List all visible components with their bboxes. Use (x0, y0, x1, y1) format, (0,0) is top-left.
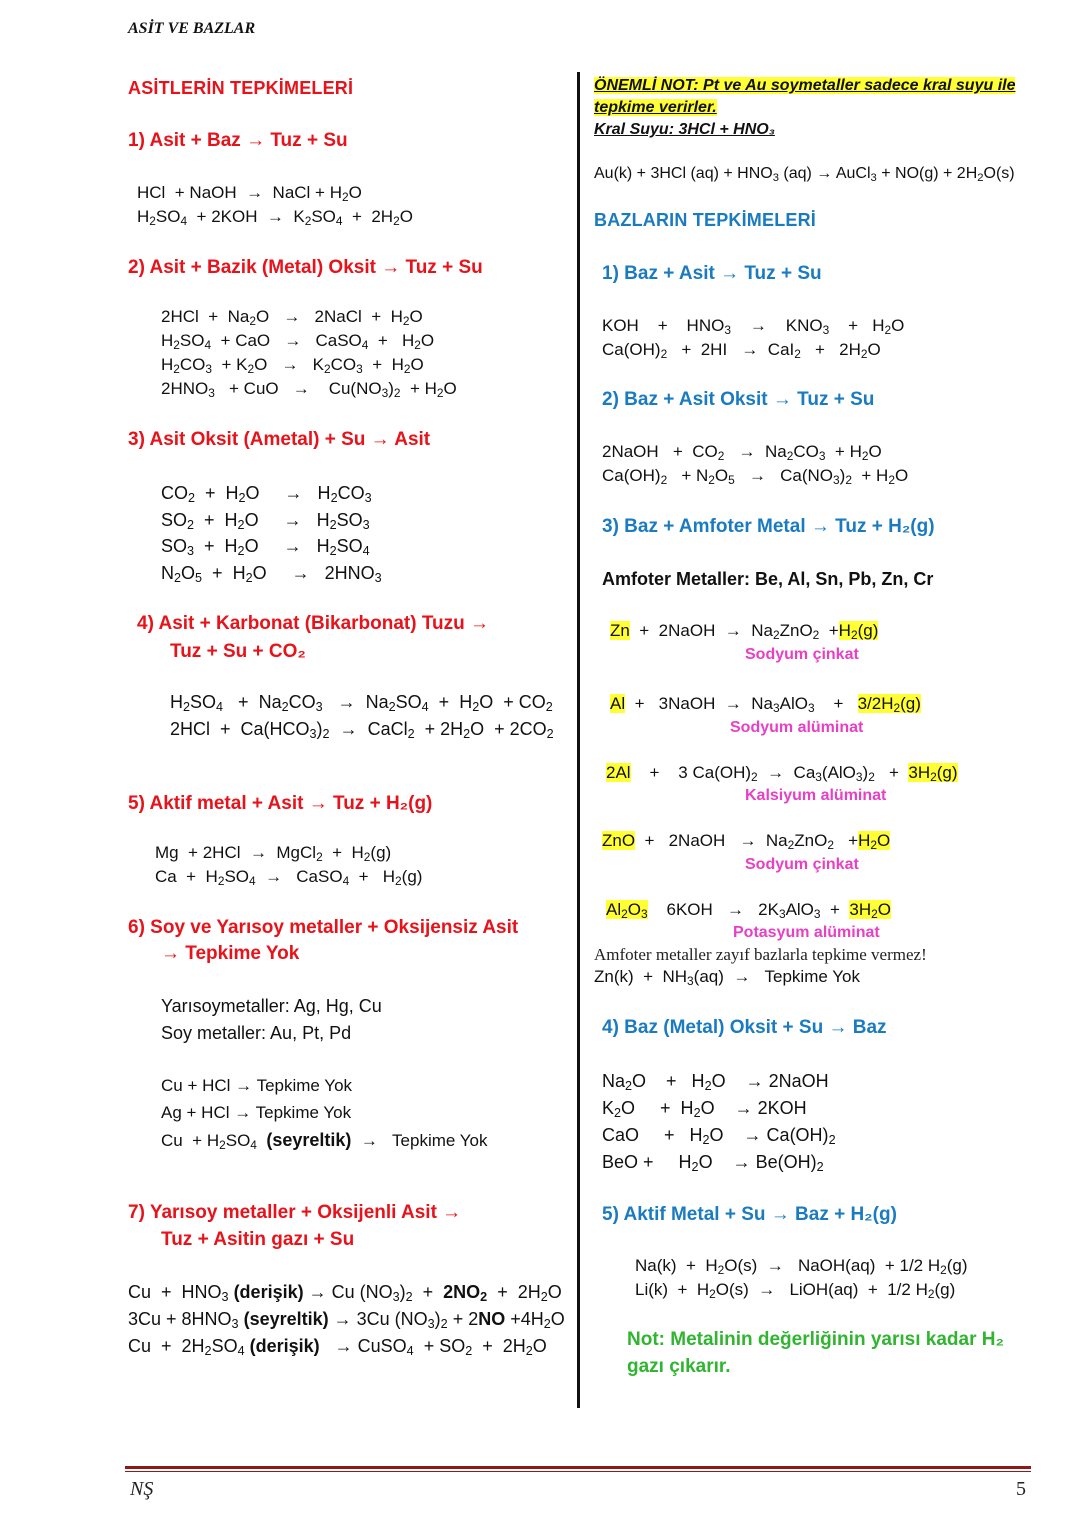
base-section-1-heading: 1) Baz + Asit → Tuz + Su (602, 263, 822, 284)
base-section-5-heading: 5) Aktif Metal + Su → Baz + H₂(g) (602, 1204, 897, 1225)
equation: $Ca + H_2SO_4$ → CaSO$_4$ + $H_2(g)$ (155, 867, 423, 888)
page-number: 5 (1016, 1478, 1026, 1500)
valence-note: Not: Metalinin değerliğinin yarısı kadar H₂ (627, 1329, 1004, 1350)
dilute-label: (seyreltik) (266, 1130, 352, 1150)
section-6-heading-cont: → Tepkime Yok (161, 943, 300, 964)
running-header: ASİT VE BAZLAR (128, 20, 256, 37)
equation: 2NaOH + $CO_2 \to Na_2CO_3 + H_2O$ (602, 442, 882, 463)
author-signature: NŞ (130, 1478, 154, 1500)
equation: ZnO + 2NaOH → $Na_2ZnO_2 +H_2O$ (602, 831, 891, 852)
equation: $Ca(OH)_2 + 2HI \to CaI_2 + 2H_2O$ (602, 340, 881, 361)
section-1-heading: 1) Asit + Baz → Tuz + Su (128, 130, 348, 151)
concentrated-label: (derişik) (233, 1282, 304, 1302)
equation: Al + 3NaOH → $Na_3AlO_3$ + $3/2H_2(g)$ (610, 694, 921, 715)
semi-noble-metals: Yarısoymetaller: Ag, Hg, Cu (161, 996, 382, 1016)
equation: $H_2SO_4$ + CaO → CaSO$_4$ + $H_2O$ (161, 331, 435, 352)
product-name: Potasyum alüminat (733, 924, 880, 941)
equation: $SO_3 + H_2O$ → $H_2SO_4$ (161, 536, 370, 559)
equation: $Na(k) + H_2O(s)$ → NaOH(aq) + 1/2 $H_2(g)$ (635, 1256, 968, 1277)
equation: Au(k) + 3HCl $(aq) + HNO_3$ (aq) → AuCl$_3$ + $NO(g) + 2H_2O(s)$ (594, 165, 1015, 184)
equation: Ag + HCl → Tepkime Yok (161, 1103, 352, 1122)
section-4-heading-cont: Tuz + Su + CO₂ (170, 641, 306, 662)
important-note (594, 99, 717, 117)
concentrated-label: (derişik) (249, 1336, 320, 1356)
product-name: Sodyum çinkat (745, 856, 859, 873)
noble-metals: Soy metaller: Au, Pt, Pd (161, 1023, 352, 1043)
equation: $SO_2 + H_2O$ → $H_2SO_3$ (161, 510, 370, 533)
equation: $Ca(OH)_2 + N_2O_5 \to Ca(NO_3)_2 + H_2O$ (602, 466, 909, 487)
equation: Mg + 2HCl → MgCl$_2$ + $H_2(g)$ (155, 843, 392, 864)
section-3-heading: 3) Asit Oksit (Ametal) + Su → Asit (128, 429, 431, 450)
equation: $H_2CO_3 + K_2O \to K_2CO_3 + H_2O$ (161, 355, 424, 376)
amphoteric-weak-base-note: Amfoter metaller zayıf bazlarla tepkime vermez! (594, 945, 927, 964)
footer-rule (125, 1466, 1031, 1469)
important-note (594, 77, 1015, 95)
section-6-heading: 6) Soy ve Yarısoy metaller + Oksijensiz Asit (128, 917, 519, 938)
section-4-heading: 4) Asit + Karbonat (Bikarbonat) Tuzu → (137, 613, 490, 634)
equation: $Zn(k) + NH_3(aq)$ → Tepkime Yok (594, 967, 860, 988)
equation: $Cu + 2H_2SO_4$ (derişik) → CuSO$_4$ + $SO_2 + 2H_2O$ (128, 1336, 547, 1359)
equation: $2HCl + Na_2O$ → 2NaCl + $H_2O$ (161, 307, 423, 328)
equation: $CO_2 + H_2O$ → $H_2CO_3$ (161, 483, 372, 506)
section-2-heading: 2) Asit + Bazik (Metal) Oksit → Tuz + Su (128, 257, 483, 278)
product-name: Sodyum çinkat (745, 646, 859, 663)
equation: $N_2O_5 + H_2O$ → $2HNO_3$ (161, 563, 382, 586)
equation: $H_2SO_4 + 2KOH \to K_2SO_4 + 2H_2O$ (137, 207, 413, 228)
column-divider (577, 72, 580, 1408)
base-reactions-title: BAZLARIN TEPKİMELERİ (594, 210, 816, 230)
equation: Zn + 2NaOH → $Na_2ZnO_2 +H_2(g)$ (610, 621, 879, 642)
equation: HCl + NaOH → NaCl + $H_2O$ (137, 183, 362, 204)
dilute-label: (seyreltik) (243, 1309, 329, 1329)
equation: $2HCl + Ca(HCO_3)_2$ → CaCl$_2$ + $2H_2O + 2CO_2$ (170, 719, 554, 742)
base-section-3-heading: 3) Baz + Amfoter Metal → Tuz + H₂(g) (602, 516, 935, 537)
equation: 2Al + 3 $Ca(OH)_2 \to Ca_3(AlO_3)_2 + 3H_2(g)$ (606, 763, 958, 784)
base-section-2-heading: 2) Baz + Asit Oksit → Tuz + Su (602, 389, 875, 410)
aqua-regia-note (594, 121, 775, 139)
equation: $K_2O$ + $H_2O$ → 2KOH (602, 1098, 807, 1121)
equation: KOH + $HNO_3$ → $KNO_3$ + $H_2O$ (602, 316, 905, 337)
equation: CaO + $H_2O$ → $Ca(OH)_2$ (602, 1125, 836, 1148)
footer-rule-thin (125, 1471, 1031, 1472)
base-section-4-heading: 4) Baz (Metal) Oksit + Su → Baz (602, 1017, 887, 1038)
equation: $Cu + HNO_3$ (derişik) → Cu $(NO_3)_2 + 2NO_2 + 2H_2O$ (128, 1282, 562, 1305)
important-note-line1: ÖNEMLİ NOT: Pt ve Au soymetaller sadece kral suyu ile (594, 77, 1016, 94)
equation: $3Cu + 8HNO_3$ (seyreltik) → 3Cu $(NO_3)_2 + 2NO +4H_2O$ (128, 1309, 565, 1332)
valence-note-cont: gazı çıkarır. (627, 1356, 731, 1377)
section-7-heading: 7) Yarısoy metaller + Oksijenli Asit → (128, 1202, 462, 1223)
equation: BeO + $H_2O$ → $Be(OH)_2$ (602, 1152, 824, 1175)
section-5-heading: 5) Aktif metal + Asit → Tuz + H₂(g) (128, 793, 433, 814)
product-name: Sodyum alüminat (730, 719, 864, 736)
section-7-heading-cont: Tuz + Asitin gazı + Su (161, 1229, 355, 1250)
aqua-regia-text: Kral Suyu: 3HCl + HNO₃ (594, 121, 775, 138)
acid-reactions-title: ASİTLERİN TEPKİMELERİ (128, 78, 354, 98)
equation: $Cu + H_2SO_4$ (seyreltik) → Tepkime Yok (161, 1130, 488, 1152)
equation: $Li(k) + H_2O(s)$ → LiOH(aq) + 1/2 $H_2(g)$ (635, 1280, 956, 1301)
product-name: Kalsiyum alüminat (745, 787, 887, 804)
amphoteric-metals-list: Amfoter Metaller: Be, Al, Sn, Pb, Zn, Cr (602, 569, 934, 589)
equation: $H_2SO_4 + Na_2CO_3 \to Na_2SO_4 + H_2O + CO_2$ (170, 692, 553, 715)
equation: $Al_2O_3$ $6KOH \to 2K_3AlO_3 + 3H_2O$ (606, 900, 891, 921)
equation: $Na_2O$ + $H_2O$ → 2NaOH (602, 1071, 829, 1094)
equation: $2HNO_3$ + CuO → $Cu(NO_3)_2 + H_2O$ (161, 379, 457, 400)
equation: Cu + HCl → Tepkime Yok (161, 1076, 353, 1095)
important-note-line2: tepkime verirler. (594, 99, 717, 116)
no-reaction-text: Tepkime Yok (392, 1131, 488, 1150)
